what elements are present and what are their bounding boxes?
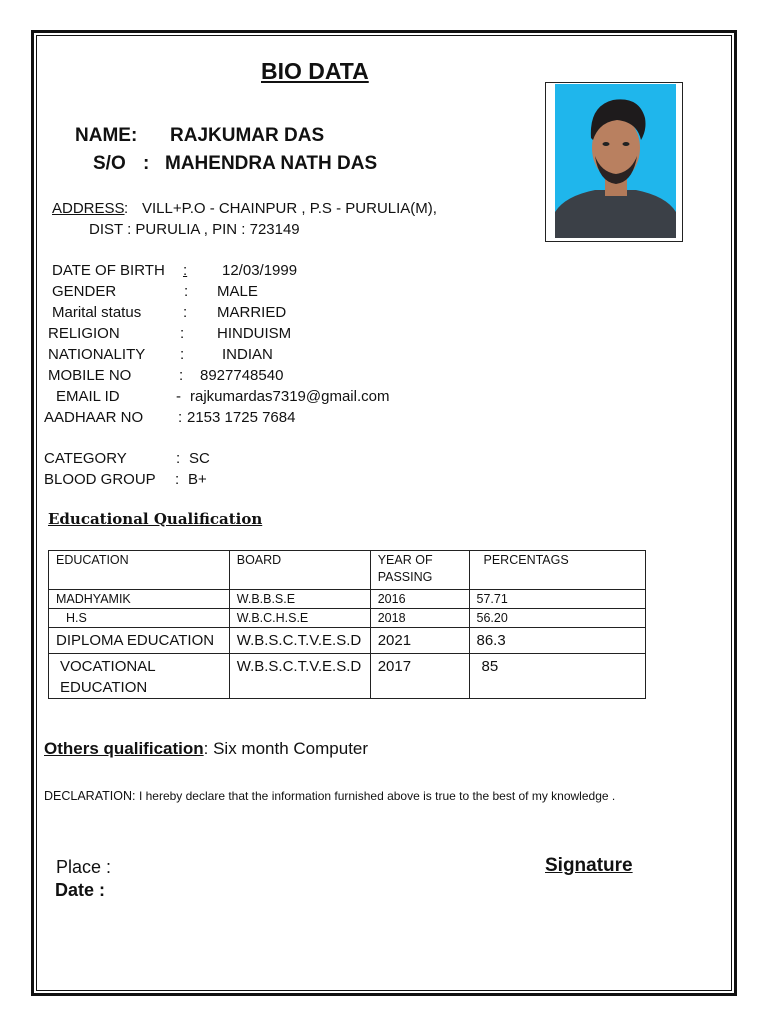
address-line-2: DIST : PURULIA , PIN : 723149 [89, 221, 300, 238]
religion-separator: : [180, 325, 185, 342]
profile-photo-frame [545, 82, 683, 242]
cell-board: W.B.S.C.T.V.E.S.D [229, 654, 370, 699]
name-value: RAJKUMAR DAS [170, 125, 325, 146]
others-qualification [44, 739, 368, 759]
table-row [49, 654, 646, 699]
cell-percentage: 86.3 [469, 628, 646, 654]
table-header-row [49, 551, 646, 590]
email-value: rajkumardas7319@gmail.com [190, 388, 390, 405]
cell-percentage: 85 [469, 654, 646, 699]
cell-board: W.B.B.S.E [229, 590, 370, 609]
cell-year: 2018 [370, 609, 469, 628]
dob-label: DATE OF BIRTH [52, 262, 165, 279]
declaration-text: I hereby declare that the information furnished above is true to the best of my knowledge . [138, 789, 616, 803]
cell-percentage: 57.71 [469, 590, 646, 609]
place-label: Place : [56, 857, 112, 877]
email-separator: - [176, 388, 181, 405]
cell-education: DIPLOMA EDUCATION [49, 628, 230, 654]
mobile-separator: : [179, 367, 184, 384]
dob-value: 12/03/1999 [222, 262, 298, 279]
others-qualification-value: : Six month Computer [203, 739, 369, 758]
aadhaar-value: 2153 1725 7684 [187, 409, 296, 426]
blood-group-value: B+ [188, 471, 207, 488]
cell-percentage: 56.20 [469, 609, 646, 628]
name-label: NAME: [75, 125, 138, 146]
nationality-label: NATIONALITY [48, 346, 146, 363]
address-label: ADDRESS [52, 200, 125, 217]
email-label: EMAIL ID [56, 388, 120, 405]
signature-label: Signature [545, 855, 633, 876]
date-label: Date : [55, 880, 106, 900]
cell-education: MADHYAMIK [49, 590, 230, 609]
cell-board: W.B.C.H.S.E [229, 609, 370, 628]
cell-education: H.S [49, 609, 230, 628]
address-line-1: VILL+P.O - CHAINPUR , P.S - PURULIA(M), [142, 200, 437, 217]
education-heading: Educational Qualification [48, 510, 263, 528]
nationality-separator: : [180, 346, 185, 363]
gender-label: GENDER [52, 283, 117, 300]
father-name-value: MAHENDRA NATH DAS [165, 153, 378, 174]
so-separator: : [143, 153, 150, 174]
cell-education: VOCATIONAL EDUCATION [49, 654, 230, 699]
nationality-value: INDIAN [222, 346, 273, 363]
category-label: CATEGORY [44, 450, 127, 467]
education-table [48, 550, 646, 699]
table-row [49, 609, 646, 628]
marital-status-value: MARRIED [217, 304, 287, 321]
header-education: EDUCATION [49, 551, 230, 590]
blood-group-label: BLOOD GROUP [44, 471, 156, 488]
declaration [44, 789, 615, 803]
document-title: BIO DATA [261, 58, 369, 84]
aadhaar-separator: : [178, 409, 183, 426]
header-year-of-passing: YEAR OF PASSING [370, 551, 469, 590]
header-board: BOARD [229, 551, 370, 590]
aadhaar-label: AADHAAR NO [44, 409, 144, 426]
mobile-value: 8927748540 [200, 367, 284, 384]
table-row [49, 628, 646, 654]
cell-year: 2016 [370, 590, 469, 609]
marital-status-separator: : [183, 304, 188, 321]
marital-status-label: Marital status [52, 304, 142, 321]
declaration-label: DECLARATION: [44, 789, 136, 803]
profile-photo [555, 84, 676, 238]
category-separator: : [176, 450, 181, 467]
cell-year: 2021 [370, 628, 469, 654]
blood-group-separator: : [175, 471, 180, 488]
others-qualification-label: Others qualification [44, 739, 204, 758]
gender-separator: : [184, 283, 189, 300]
table-row [49, 590, 646, 609]
gender-value: MALE [217, 283, 258, 300]
header-percentage: PERCENTAGS [469, 551, 646, 590]
so-label: S/O [93, 153, 126, 174]
person-portrait-icon [555, 84, 676, 238]
mobile-label: MOBILE NO [48, 367, 132, 384]
category-value: SC [189, 450, 210, 467]
religion-value: HINDUISM [217, 325, 292, 342]
religion-label: RELIGION [48, 325, 120, 342]
dob-separator: : [183, 262, 188, 279]
cell-board: W.B.S.C.T.V.E.S.D [229, 628, 370, 654]
cell-year: 2017 [370, 654, 469, 699]
address-separator: : [124, 200, 129, 217]
